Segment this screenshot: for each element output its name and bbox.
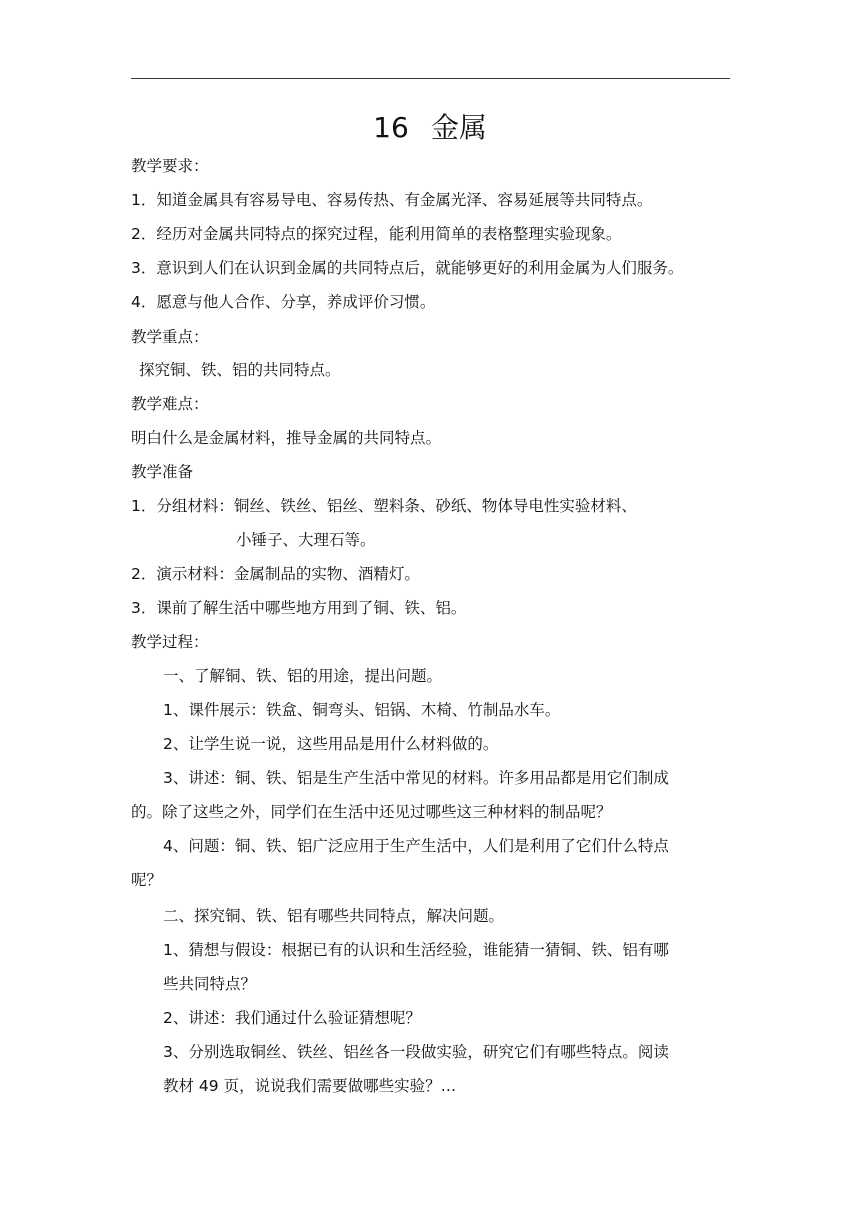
section-heading-requirements: 教学要求：	[131, 157, 209, 175]
process-part-1-step-2: 2、让学生说一说，这些用品是用什么材料做的。	[163, 735, 499, 753]
title-text: 金属	[430, 111, 487, 144]
section-heading-process: 教学过程：	[131, 633, 209, 651]
key-point-text: 探究铜、铁、铝的共同特点。	[139, 361, 341, 379]
process-part-1-step-4-continued: 呢？	[131, 871, 163, 889]
process-part-1-step-4: 4、问题：铜、铁、铝广泛应用于生产生活中，人们是利用了它们什么特点	[163, 837, 669, 855]
preparation-item-1-continued: 小锤子、大理石等。	[236, 531, 376, 549]
section-heading-difficulties: 教学难点：	[131, 395, 209, 413]
preparation-item-2: 2．演示材料：金属制品的实物、酒精灯。	[131, 565, 420, 583]
page-title	[0, 106, 860, 150]
requirement-item-4: 4．愿意与他人合作、分享，养成评价习惯。	[131, 293, 436, 311]
title-number: 16	[373, 111, 409, 144]
section-heading-preparation: 教学准备	[131, 463, 194, 481]
process-part-2-step-1-continued: 些共同特点？	[163, 975, 257, 993]
process-part-2-step-3-continued: 教材 49 页，说说我们需要做哪些实验？…	[163, 1077, 457, 1095]
requirement-item-1: 1．知道金属具有容易导电、容易传热、有金属光泽、容易延展等共同特点。	[131, 191, 653, 209]
header-rule	[131, 78, 730, 79]
requirement-item-2: 2．经历对金属共同特点的探究过程，能利用简单的表格整理实验现象。	[131, 225, 622, 243]
requirement-item-3: 3．意识到人们在认识到金属的共同特点后，就能够更好的利用金属为人们服务。	[131, 259, 684, 277]
process-part-1-step-3-continued: 的。除了这些之外，同学们在生活中还见过哪些这三种材料的制品呢？	[131, 803, 612, 821]
section-heading-key-points: 教学重点：	[131, 328, 209, 346]
process-part-1-step-3: 3、讲述：铜、铁、铝是生产生活中常见的材料。许多用品都是用它们制成	[163, 769, 669, 787]
process-part-2-step-1: 1、猜想与假设：根据已有的认识和生活经验，谁能猜一猜铜、铁、铝有哪	[163, 941, 669, 959]
process-part-2-step-2: 2、讲述：我们通过什么验证猜想呢？	[163, 1009, 421, 1027]
difficulty-text: 明白什么是金属材料，推导金属的共同特点。	[131, 429, 442, 447]
process-part-1-heading: 一、了解铜、铁、铝的用途，提出问题。	[163, 667, 443, 685]
process-part-2-step-3: 3、分别选取铜丝、铁丝、铝丝各一段做实验，研究它们有哪些特点。阅读	[163, 1043, 669, 1061]
process-part-1-step-1: 1、课件展示：铁盒、铜弯头、铝锅、木椅、竹制品水车。	[163, 701, 561, 719]
preparation-item-3: 3．课前了解生活中哪些地方用到了铜、铁、铝。	[131, 599, 467, 617]
preparation-item-1: 1．分组材料：铜丝、铁丝、铝丝、塑料条、砂纸、物体导电性实验材料、	[131, 497, 637, 515]
process-part-2-heading: 二、探究铜、铁、铝有哪些共同特点，解决问题。	[163, 907, 505, 925]
